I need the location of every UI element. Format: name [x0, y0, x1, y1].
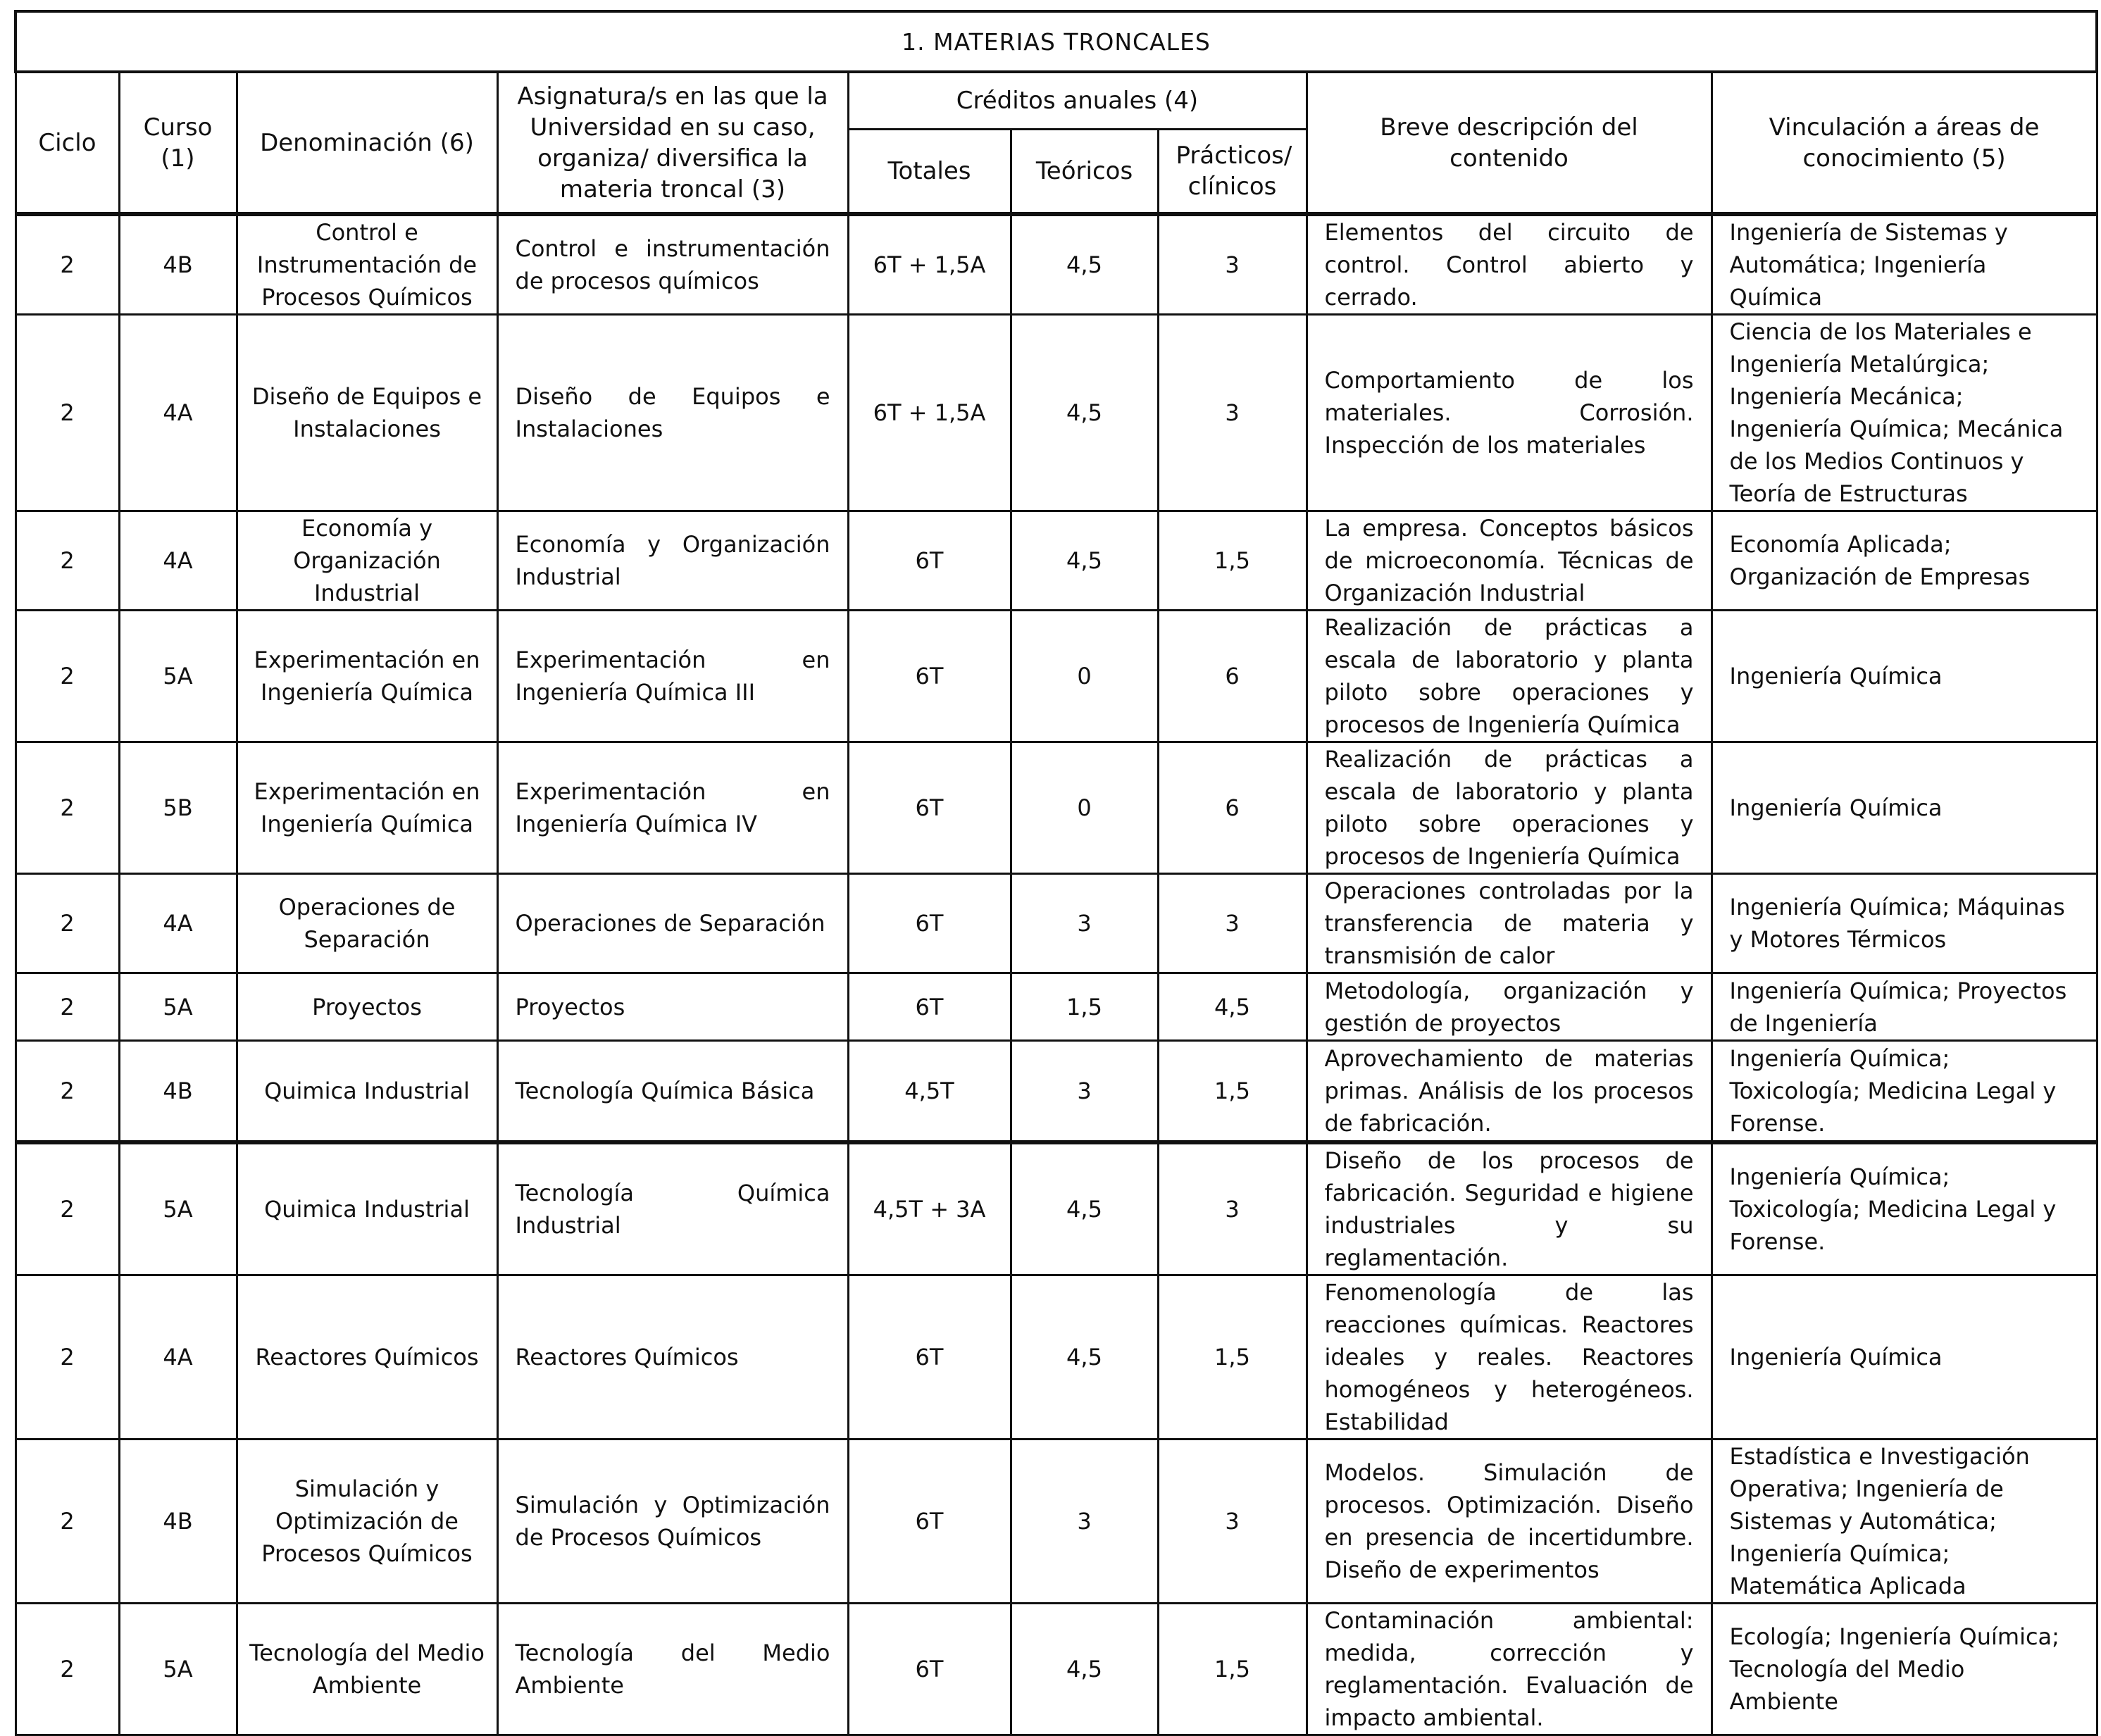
cell-denominacion: Quimica Industrial — [237, 1142, 497, 1275]
cell-curso: 5A — [119, 973, 237, 1041]
cell-totales: 6T — [848, 611, 1011, 742]
cell-teoricos: 0 — [1011, 611, 1158, 742]
cell-vinculacion: Ingeniería Química — [1712, 1275, 2097, 1439]
table-row — [15, 973, 2097, 1041]
cell-denominacion: Tecnología del Medio Ambiente — [237, 1603, 497, 1735]
table-row — [15, 1439, 2097, 1603]
cell-denominacion: Diseño de Equipos e Instalaciones — [237, 315, 497, 511]
cell-totales: 6T — [848, 874, 1011, 973]
cell-curso: 5A — [119, 611, 237, 742]
cell-ciclo: 2 — [15, 1142, 119, 1275]
cell-practicos: 3 — [1158, 214, 1307, 315]
cell-ciclo: 2 — [15, 1439, 119, 1603]
cell-descripcion: Operaciones controladas por la transferencia de materia y transmisión de calor — [1307, 874, 1712, 973]
header-creditos: Créditos anuales (4) — [848, 72, 1307, 130]
cell-totales: 6T — [848, 1439, 1011, 1603]
header-totales: Totales — [848, 130, 1011, 215]
cell-vinculacion: Ingeniería Química; Toxicología; Medicina Legal y Forense. — [1712, 1041, 2097, 1142]
cell-asignatura: Economía y Organización Industrial — [497, 511, 848, 611]
cell-asignatura: Experimentación en Ingeniería Química III — [497, 611, 848, 742]
table-row — [15, 742, 2097, 874]
cell-practicos: 1,5 — [1158, 1275, 1307, 1439]
header-descripcion: Breve descripción del contenido — [1307, 72, 1712, 214]
cell-teoricos: 0 — [1011, 742, 1158, 874]
cell-teoricos: 4,5 — [1011, 214, 1158, 315]
cell-teoricos: 3 — [1011, 1041, 1158, 1142]
cell-denominacion: Experimentación en Ingeniería Química — [237, 611, 497, 742]
cell-descripcion: Fenomenología de las reacciones químicas. Reactores ideales y reales. Reactores homogéneos y heterogéneos. Estabilidad — [1307, 1275, 1712, 1439]
cell-ciclo: 2 — [15, 315, 119, 511]
cell-teoricos: 4,5 — [1011, 1603, 1158, 1735]
cell-vinculacion: Ingeniería Química; Máquinas y Motores Térmicos — [1712, 874, 2097, 973]
cell-curso: 4A — [119, 874, 237, 973]
cell-asignatura: Tecnología del Medio Ambiente — [497, 1603, 848, 1735]
cell-descripcion: Realización de prácticas a escala de laboratorio y planta piloto sobre operaciones y procesos de Ingeniería Química — [1307, 611, 1712, 742]
cell-ciclo: 2 — [15, 611, 119, 742]
cell-vinculacion: Ciencia de los Materiales e Ingeniería Metalúrgica; Ingeniería Mecánica; Ingeniería Química; Mecánica de los Medios Continuos y Teoría de Estructuras — [1712, 315, 2097, 511]
cell-practicos: 4,5 — [1158, 973, 1307, 1041]
cell-ciclo: 2 — [15, 511, 119, 611]
cell-descripcion: Diseño de los procesos de fabricación. Seguridad e higiene industriales y su reglamentación. — [1307, 1142, 1712, 1275]
cell-descripcion: Contaminación ambiental: medida, corrección y reglamentación. Evaluación de impacto ambiental. — [1307, 1603, 1712, 1735]
cell-curso: 4B — [119, 1041, 237, 1142]
cell-practicos: 6 — [1158, 742, 1307, 874]
cell-totales: 4,5T — [848, 1041, 1011, 1142]
cell-vinculacion: Economía Aplicada; Organización de Empresas — [1712, 511, 2097, 611]
cell-descripcion: Elementos del circuito de control. Control abierto y cerrado. — [1307, 214, 1712, 315]
header-denominacion: Denominación (6) — [237, 72, 497, 214]
cell-totales: 6T — [848, 742, 1011, 874]
table-row — [15, 874, 2097, 973]
cell-ciclo: 2 — [15, 1603, 119, 1735]
cell-curso: 4A — [119, 315, 237, 511]
cell-descripcion: Comportamiento de los materiales. Corrosión. Inspección de los materiales — [1307, 315, 1712, 511]
cell-practicos: 1,5 — [1158, 1041, 1307, 1142]
cell-curso: 4B — [119, 214, 237, 315]
cell-curso: 4A — [119, 511, 237, 611]
table-row — [15, 1142, 2097, 1275]
table-row — [15, 1603, 2097, 1735]
header-ciclo: Ciclo — [15, 72, 119, 214]
cell-practicos: 3 — [1158, 315, 1307, 511]
cell-asignatura: Operaciones de Separación — [497, 874, 848, 973]
cell-denominacion: Proyectos — [237, 973, 497, 1041]
cell-practicos: 6 — [1158, 611, 1307, 742]
cell-descripcion: La empresa. Conceptos básicos de microeconomía. Técnicas de Organización Industrial — [1307, 511, 1712, 611]
cell-teoricos: 4,5 — [1011, 511, 1158, 611]
header-practicos: Prácticos/ clínicos — [1158, 130, 1307, 215]
cell-vinculacion: Ingeniería Química — [1712, 742, 2097, 874]
cell-ciclo: 2 — [15, 214, 119, 315]
cell-vinculacion: Ecología; Ingeniería Química; Tecnología del Medio Ambiente — [1712, 1603, 2097, 1735]
cell-totales: 6T — [848, 511, 1011, 611]
cell-descripcion: Metodología, organización y gestión de proyectos — [1307, 973, 1712, 1041]
cell-curso: 4A — [119, 1275, 237, 1439]
cell-descripcion: Aprovechamiento de materias primas. Análisis de los procesos de fabricación. — [1307, 1041, 1712, 1142]
cell-asignatura: Diseño de Equipos e Instalaciones — [497, 315, 848, 511]
cell-asignatura: Tecnología Química Básica — [497, 1041, 848, 1142]
cell-curso: 5A — [119, 1142, 237, 1275]
cell-ciclo: 2 — [15, 742, 119, 874]
cell-teoricos: 4,5 — [1011, 315, 1158, 511]
header-curso: Curso (1) — [119, 72, 237, 214]
cell-totales: 6T — [848, 1603, 1011, 1735]
cell-totales: 6T + 1,5A — [848, 315, 1011, 511]
cell-teoricos: 3 — [1011, 874, 1158, 973]
cell-teoricos: 4,5 — [1011, 1275, 1158, 1439]
cell-totales: 6T — [848, 1275, 1011, 1439]
cell-totales: 4,5T + 3A — [848, 1142, 1011, 1275]
materias-troncales-table — [14, 10, 2098, 1736]
cell-teoricos: 3 — [1011, 1439, 1158, 1603]
cell-teoricos: 1,5 — [1011, 973, 1158, 1041]
table-title: 1. MATERIAS TRONCALES — [15, 11, 2097, 72]
table-row — [15, 611, 2097, 742]
cell-asignatura: Tecnología Química Industrial — [497, 1142, 848, 1275]
cell-ciclo: 2 — [15, 874, 119, 973]
cell-curso: 5A — [119, 1603, 237, 1735]
cell-curso: 5B — [119, 742, 237, 874]
cell-vinculacion: Estadística e Investigación Operativa; Ingeniería de Sistemas y Automática; Ingeniería Química; Matemática Aplicada — [1712, 1439, 2097, 1603]
cell-denominacion: Simulación y Optimización de Procesos Químicos — [237, 1439, 497, 1603]
cell-curso: 4B — [119, 1439, 237, 1603]
cell-practicos: 3 — [1158, 874, 1307, 973]
cell-descripcion: Modelos. Simulación de procesos. Optimización. Diseño en presencia de incertidumbre. Diseño de experimentos — [1307, 1439, 1712, 1603]
cell-asignatura: Simulación y Optimización de Procesos Químicos — [497, 1439, 848, 1603]
cell-asignatura: Reactores Químicos — [497, 1275, 848, 1439]
cell-vinculacion: Ingeniería Química; Proyectos de Ingeniería — [1712, 973, 2097, 1041]
cell-asignatura: Proyectos — [497, 973, 848, 1041]
table-row — [15, 315, 2097, 511]
cell-practicos: 3 — [1158, 1142, 1307, 1275]
cell-totales: 6T + 1,5A — [848, 214, 1011, 315]
cell-ciclo: 2 — [15, 1041, 119, 1142]
cell-vinculacion: Ingeniería Química; Toxicología; Medicina Legal y Forense. — [1712, 1142, 2097, 1275]
table-row — [15, 511, 2097, 611]
cell-denominacion: Quimica Industrial — [237, 1041, 497, 1142]
cell-practicos: 1,5 — [1158, 1603, 1307, 1735]
table-body — [15, 214, 2097, 1735]
cell-ciclo: 2 — [15, 973, 119, 1041]
cell-vinculacion: Ingeniería de Sistemas y Automática; Ingeniería Química — [1712, 214, 2097, 315]
cell-totales: 6T — [848, 973, 1011, 1041]
cell-practicos: 1,5 — [1158, 511, 1307, 611]
cell-denominacion: Economía y Organización Industrial — [237, 511, 497, 611]
table-row — [15, 1275, 2097, 1439]
table-row — [15, 214, 2097, 315]
header-asignatura: Asignatura/s en las que la Universidad en su caso, organiza/ diversifica la materia troncal (3) — [497, 72, 848, 214]
cell-vinculacion: Ingeniería Química — [1712, 611, 2097, 742]
cell-practicos: 3 — [1158, 1439, 1307, 1603]
cell-asignatura: Control e instrumentación de procesos químicos — [497, 214, 848, 315]
header-vinculacion: Vinculación a áreas de conocimiento (5) — [1712, 72, 2097, 214]
document-page — [14, 10, 2095, 1736]
cell-asignatura: Experimentación en Ingeniería Química IV — [497, 742, 848, 874]
cell-teoricos: 4,5 — [1011, 1142, 1158, 1275]
cell-denominacion: Operaciones de Separación — [237, 874, 497, 973]
header-teoricos: Teóricos — [1011, 130, 1158, 215]
table-row — [15, 1041, 2097, 1142]
cell-denominacion: Control e Instrumentación de Procesos Químicos — [237, 214, 497, 315]
cell-descripcion: Realización de prácticas a escala de laboratorio y planta piloto sobre operaciones y procesos de Ingeniería Química — [1307, 742, 1712, 874]
cell-ciclo: 2 — [15, 1275, 119, 1439]
cell-denominacion: Experimentación en Ingeniería Química — [237, 742, 497, 874]
cell-denominacion: Reactores Químicos — [237, 1275, 497, 1439]
